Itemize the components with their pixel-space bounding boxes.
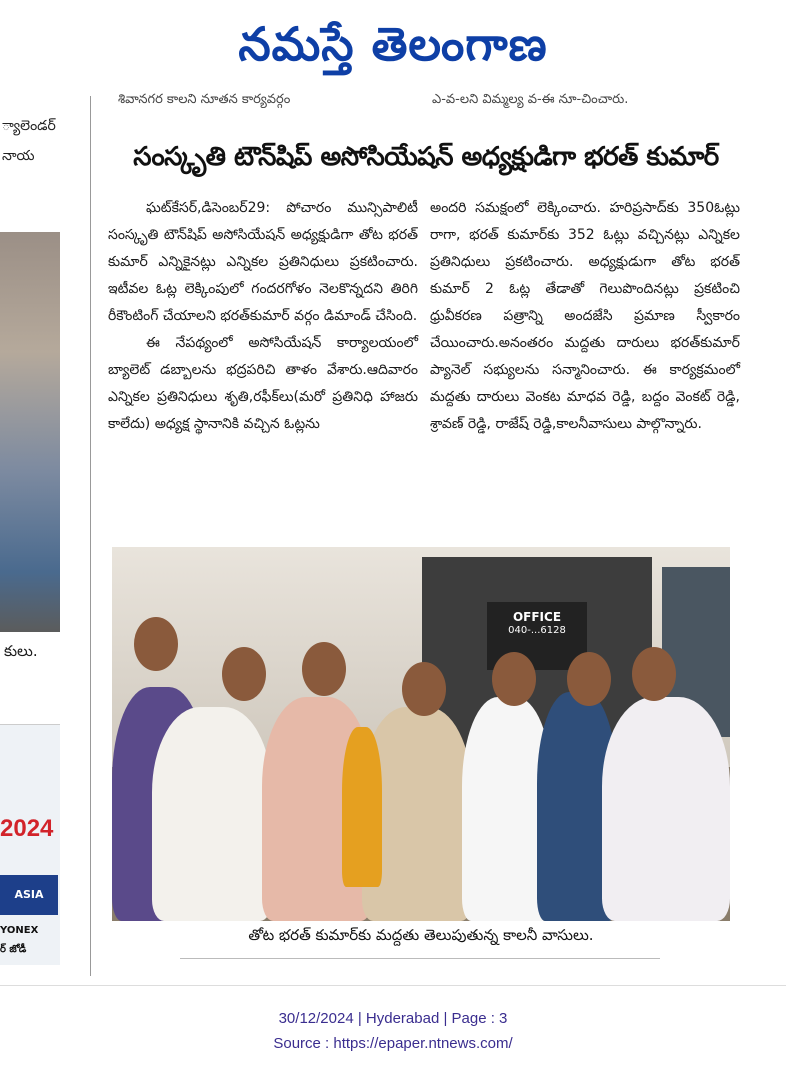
- article-column-2: [430, 195, 740, 438]
- photo-shawl: [342, 727, 382, 887]
- photo-face: [134, 617, 178, 671]
- left-column-advertisement: [0, 724, 60, 965]
- office-sign-phone: 040-...6128: [508, 625, 566, 636]
- left-col-text-line: నాయ: [2, 148, 35, 164]
- photo-person: [602, 697, 730, 921]
- photo-face: [302, 642, 346, 696]
- article-paragraph: ఈ నేపథ్యంలో అసోసియేషన్ కార్యాలయంలో బ్యాలెట్ డబ్బాలను భద్రపరిచి తాళం వేశారు.ఆదివారం ఎన్నికల ప్రతినిధులు శృతి,రఫీక్‌లు(మరో ప్రతినిధి హాజరు కాలేదు) అధ్యక్ష స్థానానికి వచ్చిన ఓట్లను: [108, 335, 418, 432]
- ad-text: ర్ జోడీ: [0, 944, 27, 955]
- article-column-1: [108, 195, 418, 438]
- photo-face: [632, 647, 676, 701]
- newspaper-masthead: నమస్తే తెలంగాణ: [238, 17, 548, 71]
- photo-caption: తోట భరత్ కుమార్‌కు మద్దతు తెలుపుతున్న కాలనీ వాసులు.: [248, 926, 594, 944]
- footer-divider: [0, 985, 786, 986]
- photo-person: [152, 707, 272, 921]
- photo-face: [402, 662, 446, 716]
- clipped-previous-article-right: ఎ-వ-లని విమ్మల్య వ-ఈ నూ-చించారు.: [432, 92, 629, 107]
- office-sign-title: OFFICE: [512, 610, 562, 624]
- photo-face: [567, 652, 611, 706]
- article-paragraph: ఘట్‌కేసర్,డిసెంబర్29: పోచారం మున్సిపాలిటీ సంస్కృతి టౌన్‌షిప్ అసోసియేషన్ అధ్యక్షుడిగా తోట భరత్ కుమార్ ఎన్నికైనట్లు ఎన్నికల ప్రతినిధులు ప్రకటించారు. ఇటీవల ఓట్ల లెక్కింపులో గందరగోళం నెలకొన్నదని తిరిగి రీకౌంటింగ్ చేయాలని భరత్‌కుమార్ వర్గం డిమాండ్ చేసింది.: [108, 200, 418, 324]
- clipped-previous-article-left: శివానగర కాలని నూతన కార్యవర్గం: [118, 92, 291, 107]
- caption-divider: [180, 958, 660, 959]
- left-column-photo: [0, 232, 60, 632]
- photo-face: [222, 647, 266, 701]
- ad-year: 2024: [0, 815, 54, 842]
- article-headline: సంస్కృతి టౌన్‌షిప్ అసోసియేషన్ అధ్యక్షుడిగా భరత్ కుమార్: [133, 142, 719, 172]
- left-photo-caption: కులు.: [4, 642, 38, 660]
- left-col-text-line: ్యాలెండర్: [2, 118, 56, 134]
- footer-source-line: Source : https://epaper.ntnews.com/: [273, 1035, 513, 1052]
- ad-banner: ASIA: [0, 875, 58, 915]
- footer-date-line: 30/12/2024 | Hyderabad | Page : 3: [278, 1010, 508, 1027]
- ad-brand: YONEX: [0, 925, 39, 936]
- photo-face: [492, 652, 536, 706]
- article-photo: [112, 547, 730, 921]
- article-paragraph: అందరి సమక్షంలో లెక్కించారు. హరిప్రసాద్‌కు 350ఓట్లు రాగా, భరత్ కుమార్‌కు 352 ఓట్లు వచ్చినట్లు ఎన్నికల ప్రతినిధులు ప్రకటించారు. అధ్యక్షుడుగా తోట భరత్ కుమార్ 2 ఓట్ల తేడాతో గెలుపొందినట్లు ప్రకటించి ధ్రువీకరణ పత్రాన్ని అందజేసి ప్రమాణ స్వీకారం చేయించారు.అనంతరం మద్దతు దారులు భరత్‌కుమార్ ప్యానెల్ సభ్యులను సన్మానించారు. ఈ కార్యక్రమంలో మద్దతు దారులు వెంకట మాధవ రెడ్డి, బద్దం వెంకట్ రెడ్డి, శ్రావణ్ రెడ్డి, రాజేష్ రెడ్డి,కాలనీవాసులు పాల్గొన్నారు.: [430, 200, 740, 432]
- column-divider: [90, 96, 91, 976]
